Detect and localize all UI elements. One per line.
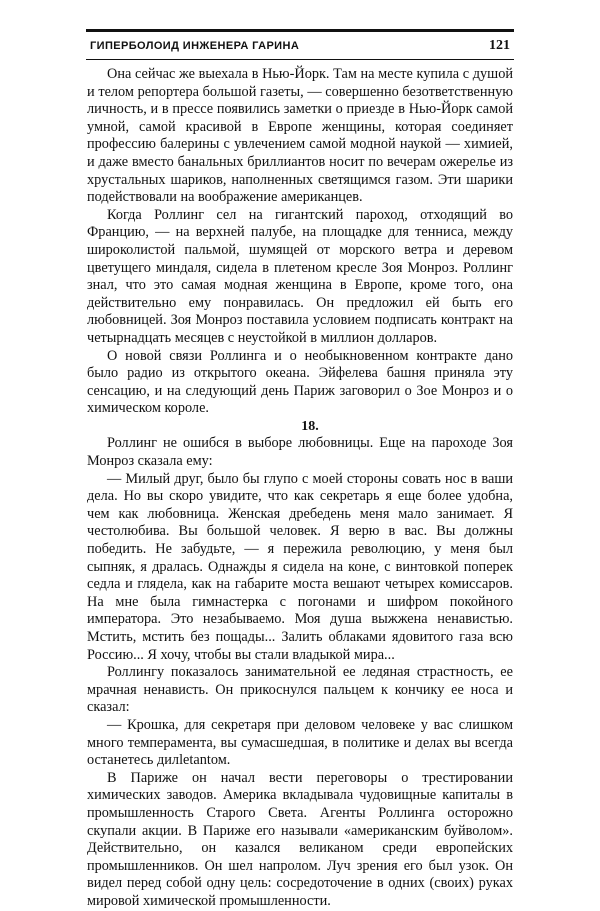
header-rule-bottom [86,59,514,60]
paragraph: О новой связи Роллинга и о необыкновенном контракте дано было радио из открытого океана. Эйфелева башня приняла эту сенсацию, и на следующий день Париж заговорил о Зое Монроз и о химическом короле. [87,347,513,417]
paragraph: Роллингу показалось занимательной ее ледяная страстность, ее мрачная ненависть. Он прикоснулся пальцем к кончику ее носа и сказал: [87,664,513,716]
paragraph: В Париже он начал вести переговоры о трестировании химических заводов. Америка вкладывала чудовищные капиталы в промышленность Старого Света. Агенты Роллинга осторожно скупали акции. В Париже его называли «американским буйволом». Действительно, он казался великаном среди европейских промышленников. Он шел напролом. Луч зрения его был узок. Он видел перед собой одну цель: сосредоточение в одних (своих) руках мировой химической промышленности. [87,769,513,909]
paragraph: Когда Роллинг сел на гигантский пароход, отходящий во Францию, — на верхней палубе, на площадке для тенниса, между широколистой пальмой, шумящей от морского ветра и деревом цветущего миндаля, сидела в плетеном кресле Зоя Монроз. Роллинг знал, что это самая модная женщина в Европе, кроме того, она действительно ему понравилась. Он предложил ей быть его любовницей. Зоя Монроз поставила условием подписать контракт на четырнадцать месяцев с неустойкой в миллион долларов. [87,206,513,346]
body-text [87,66,513,911]
running-header [90,38,510,58]
page-number: 121 [489,38,510,53]
paragraph: Она сейчас же выехала в Нью-Йорк. Там на месте купила с душой и телом репортера большой газеты, — совершенно безответственную личность, и в прессе появились заметки о приезде в Нью-Йорк самой умной, самой красивой в Европе женщины, которая соединяет профессию балерины с увлечением самой модной наукой — химией, и даже вместо банальных бриллиантов носит по вечерам ожерелье из хрустальных шариков, наполненных светящимся газом. Эти шарики подействовали на воображение американцев. [87,66,513,206]
header-rule-top [86,29,514,32]
chapter-number: 18. [301,418,319,434]
paragraph: Роллинг не ошибся в выборе любовницы. Еще на пароходе Зоя Монроз сказала ему: [87,435,513,470]
running-title: ГИПЕРБОЛОИД ИНЖЕНЕРА ГАРИНА [90,40,300,52]
paragraph: — Крошка, для секретаря при деловом человеке у вас слишком много темперамента, вы сумасшедшая, в политике и делах вы всегда останетесь дилletantом. [87,716,513,769]
paragraph: — Милый друг, было бы глупо с моей стороны совать нос в ваши дела. Но вы скоро увидите, что как секретарь я еще более удобна, чем как любовница. Женская дребедень меня мало занимает. Я честолюбива. Вы большой человек. Я верю в вас. Вы должны победить. Не забудьте, — я пережила революцию, у меня был сыпняк, я дралась. Однажды я сидела на коне, с винтовкой поперек седла и глядела, как на габарите моста вешают четырех комиссаров. На мне была гимнастерка с погонами и шифром покойного императора. Это незабываемо. Моя душа выжжена ненавистью. Мстить, мстить без пощады... Залить облаками ядовитого газа всю Россию... Я хочу, чтобы вы стали владыкой мира... [87,470,513,663]
